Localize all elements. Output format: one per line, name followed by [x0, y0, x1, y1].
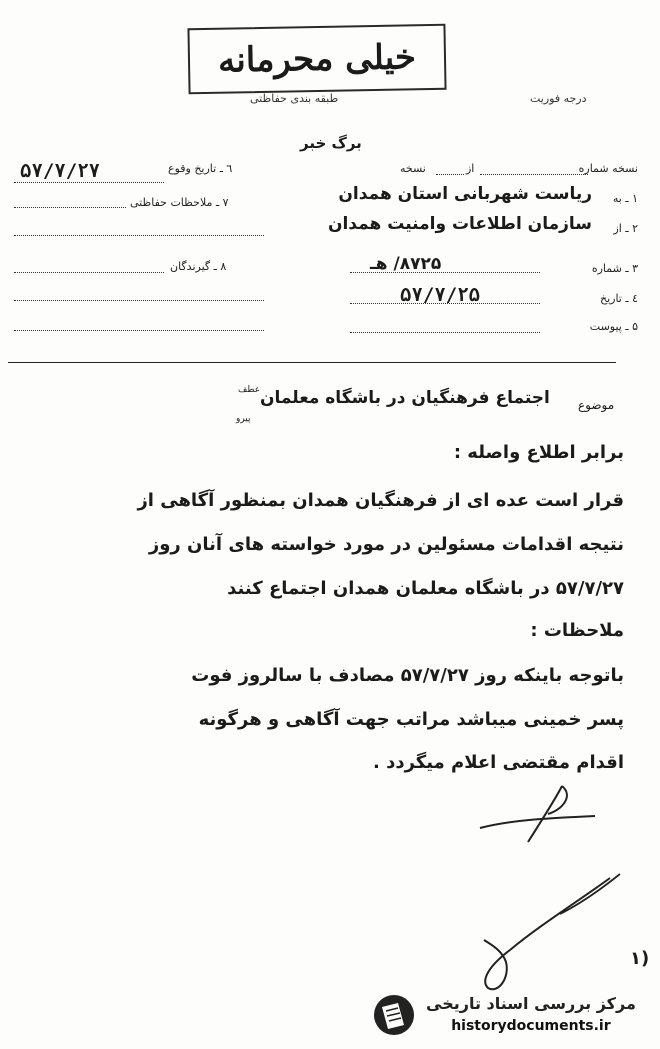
- body-line: پسر خمینی میباشد مراتب جهت آگاهی و هرگونه: [198, 709, 624, 730]
- number-label: ۳ ـ شماره: [591, 262, 638, 275]
- from-copy-label: از: [466, 162, 475, 175]
- watermark-url: historydocuments.ir: [451, 1018, 611, 1034]
- handwritten-signature: [470, 870, 630, 1000]
- from-value: سازمان اطلاعات وامنیت همدان: [327, 214, 592, 234]
- security-notes-label: ۷ ـ ملاحظات حفاظتی: [130, 196, 229, 209]
- body-line: باتوجه باینکه روز ۵۷/۷/۲۷ مصادف با سالروز فوت: [191, 665, 624, 686]
- number-value: ۸۷۲۵/ هـ: [370, 254, 442, 274]
- recipients-dots-3: [14, 330, 264, 331]
- from-row-label: ۲ ـ از: [613, 222, 638, 235]
- archive-logo-icon: [372, 993, 416, 1037]
- page-marker: (۱: [630, 948, 650, 969]
- date-label: ٤ ـ تاریخ: [599, 292, 638, 305]
- body-line: برابر اطلاع واصله :: [453, 442, 624, 463]
- subject-label: موضوع: [578, 398, 615, 412]
- watermark-title: مرکز بررسی اسناد تاریخی: [426, 994, 636, 1013]
- to-label: ۱ ـ به: [612, 192, 638, 205]
- copy-label: نسخه: [400, 162, 426, 175]
- follow-up-label: پیرو: [236, 414, 251, 424]
- watermark-text: [426, 993, 636, 1037]
- body-line: ملاحظات :: [530, 620, 624, 641]
- classification-caption: طبقه بندی حفاظتی: [250, 92, 339, 105]
- body-line: اقدام مقتضی اعلام میگردد .: [373, 752, 624, 773]
- reference-label: عطف: [238, 385, 261, 395]
- urgency-label: درجه فوریت: [530, 92, 587, 105]
- date-value: ۵۷/۷/۲۵: [400, 284, 481, 306]
- event-date-value: ۵۷/۷/۲۷: [20, 160, 101, 182]
- security-notes-dots: [14, 207, 126, 208]
- recipients-dots-2: [14, 300, 264, 301]
- attachment-label: ۵ ـ پیوست: [589, 320, 638, 333]
- header-divider: [8, 362, 616, 363]
- to-value: ریاست شهربانی استان همدان: [338, 184, 592, 204]
- archive-watermark: [372, 990, 652, 1040]
- copy-number-label: نسخه شماره: [578, 162, 638, 175]
- body-line: ۵۷/۷/۲۷ در باشگاه معلمان همدان اجتماع کنند: [227, 578, 624, 599]
- event-date-dots: [14, 182, 164, 183]
- subject-text: اجتماع فرهنگیان در باشگاه معلمان: [260, 388, 550, 408]
- date-dots: [350, 303, 540, 304]
- event-date-label: ٦ ـ تاریخ وقوع: [168, 162, 233, 175]
- security-notes-dots-2: [14, 235, 264, 236]
- copy-number-dots: [480, 174, 588, 175]
- from-dots: [436, 174, 464, 175]
- stamp-text: خیلی محرمانه: [217, 37, 417, 81]
- body-line: نتیجه اقدامات مسئولین در مورد خواسته های آنان روز: [148, 534, 624, 555]
- recipients-label: ۸ ـ گیرندگان: [170, 260, 227, 273]
- body-line: قرار است عده ای از فرهنگیان همدان بمنظور آگاهی از: [137, 490, 624, 511]
- recipients-dots: [14, 272, 164, 273]
- classification-stamp: [187, 24, 446, 94]
- attachment-dots: [350, 332, 540, 333]
- handwritten-checkmark: [470, 780, 610, 860]
- sheet-title: برگ خبر: [300, 134, 362, 152]
- number-dots: [350, 272, 540, 273]
